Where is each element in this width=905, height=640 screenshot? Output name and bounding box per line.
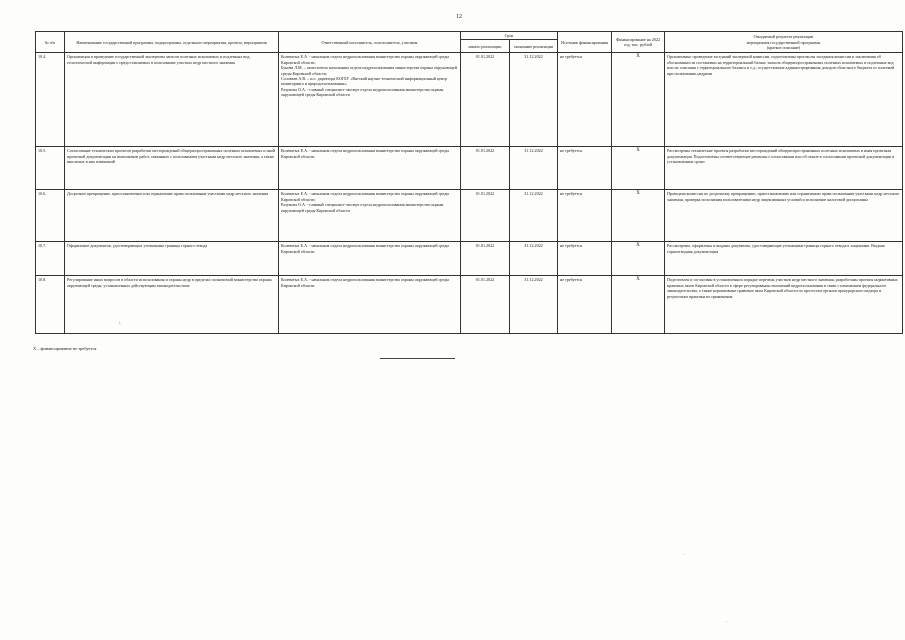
row-result: Проведена комиссия по досрочному прекращению, приостановлению или ограничению права пользования участками недр местного значения, проверка исполнения пользователями недр лицензионных условий и исполнение налоговой дисциплины [665, 190, 903, 242]
row-source: не требуется [558, 242, 612, 276]
table-row [36, 242, 903, 276]
header-finance: Финансирование на 2022 год, тыс. рублей [612, 32, 665, 53]
executor-entry: Разумова О.А. - главный специалист-эксперт отдела недропользования министерства охраны окружающей среды Кировской области [281, 202, 444, 213]
header-term: Срок [461, 32, 558, 40]
row-end: 31.12.2022 [510, 53, 558, 147]
row-name: Согласование технических проектов разработки месторождений общераспространенных полезных ископаемых и иной проектной документации на выполнение работ, связанных с пользованием участками недр местного значения, а также вносимых в них изменений [65, 147, 279, 190]
row-start: 01.01.2022 [461, 276, 510, 334]
executor-entry: Колеватых Е.А. - начальник отдела недропользования министерства охраны окружающей среды Кировской области [281, 148, 450, 159]
row-executor [279, 242, 461, 276]
executor-entry: Разумова О.А. - главный специалист-эксперт отдела недропользования министерства охраны окружающей среды Кировской области [281, 86, 444, 98]
row-executor [279, 190, 461, 242]
header-result-line1: Ожидаемый результат реализации [753, 34, 814, 40]
table-row [36, 53, 903, 147]
row-start: 01.01.2022 [461, 190, 510, 242]
row-result: Организовано проведение заседаний экспертной комиссии, подготовлены протоколы заседания комиссии и заключения об обоснованности постановки на территориальный баланс запасов общераспространенных полезных ископаемых и подземных вод или их списания с территориального баланса и т.д.; осуществление администрирования доходов областного бюджета от платежей при пользовании недрами [665, 53, 903, 147]
row-end: 31.12.2022 [510, 276, 558, 334]
scan-speck: \ [119, 322, 121, 327]
row-end: 31.12.2022 [510, 147, 558, 190]
header-result [665, 32, 903, 53]
row-num: 10.8. [36, 276, 65, 334]
row-start: 01.01.2022 [461, 53, 510, 147]
row-result: Подготовлен и согласован в установленном порядке перечень участков недр местного значения, разработаны проекты нормативных правовых актов Кировской области в сфере регулирования отношений недропользования в связи с изменением федерального законодательства, а также нормативные правовые акты Кировской области по протестам органов прокурорского надзора и результатам практики их применения [665, 276, 903, 334]
header-num: № п/п [36, 32, 65, 53]
executor-entry: Колеватых Е.А. - начальник отдела недропользования министерства охраны окружающей среды Кировской области; [281, 191, 450, 202]
header-executor: Ответственный исполнитель, соисполнитель, участник [279, 32, 461, 53]
page-number: 12 [456, 14, 462, 20]
scan-speck: · [684, 553, 686, 558]
end-divider [380, 358, 455, 359]
row-source: не требуется [558, 147, 612, 190]
row-executor [279, 147, 461, 190]
row-finance: Х [612, 242, 665, 276]
row-source: не требуется [558, 190, 612, 242]
executor-entry: Соловьев А.В. – и.о. директора КОГБУ «Вятский научно-технический информационный центр мониторинга и природопользования»; [281, 75, 448, 87]
header-row [36, 32, 903, 40]
footnote: Х – финансирование не требуется [33, 346, 97, 351]
program-table [35, 31, 903, 334]
row-finance: Х [612, 190, 665, 242]
header-name: Наименование государственной программы, подпрограммы, отдельного мероприятия, проекта, мероприятия [65, 32, 279, 53]
row-source: не требуется [558, 276, 612, 334]
row-start: 01.01.2022 [461, 242, 510, 276]
executor-entry: Колеватых Е.А. - начальник отдела недропользования министерства охраны окружающей среды Кировской области; [281, 54, 450, 65]
row-name: Организация и проведение государственной экспертизы запасов полезных ископаемых и подземных вод, геологической информации о предоставляемых в пользование участках недр местного значения [65, 53, 279, 147]
header-term-end: окончание реализации [510, 40, 558, 53]
row-name: Регулирование иных вопросов в области использования и охраны недр в пределах полномочий министерства охраны окружающей среды, установленных действующим законодательством [65, 276, 279, 334]
scan-speck: · [726, 620, 728, 625]
row-finance: Х [612, 147, 665, 190]
row-name: Оформление документов, удостоверяющих уточненные границы горного отвода [65, 242, 279, 276]
executor-entry: Бунова Л.М. – заместитель начальника отдела недропользования министерства охраны окружающей среды Кировской области; [281, 65, 457, 76]
header-result-line3: (краткое описание) [766, 44, 801, 50]
row-finance: Х [612, 53, 665, 147]
row-finance: Х [612, 276, 665, 334]
row-num: 10.4. [36, 53, 65, 147]
table-row [36, 190, 903, 242]
row-end: 31.12.2022 [510, 242, 558, 276]
row-executor [279, 53, 461, 147]
executor-entry: Колеватых Е.А. - начальник отдела недропользования министерства охраны окружающей среды Кировской области [281, 243, 450, 254]
row-executor [279, 276, 461, 334]
row-name: Досрочное прекращение, приостановление или ограничение права пользования участками недр местного значения [65, 190, 279, 242]
executor-entry: Колеватых Е.А. - начальник отдела недропользования министерства охраны окружающей среды Кировской области [281, 277, 450, 288]
row-result: Рассмотрены, оформлены и выданы документы, удостоверяющие уточненные границы горного отвода к лицензиям. Выдана горноотводная документация [665, 242, 903, 276]
row-num: 10.5. [36, 147, 65, 190]
row-end: 31.12.2022 [510, 190, 558, 242]
row-num: 10.6. [36, 190, 65, 242]
table-row [36, 276, 903, 334]
header-result-line2: мероприятия государственной программы [746, 39, 821, 45]
header-term-start: начало реализации [461, 40, 510, 53]
row-start: 01.01.2022 [461, 147, 510, 190]
header-source: Источник финансирования [558, 32, 612, 53]
table-row [36, 147, 903, 190]
row-num: 10.7. [36, 242, 65, 276]
row-result: Рассмотрены технические проекты разработки месторождений общераспространенных полезных ископаемых и иная проектная документация. Подготовлены соответствующие решения о согласовании или об отказе в согласовании проектной документации в установленные сроки [665, 147, 903, 190]
row-source: не требуется [558, 53, 612, 147]
